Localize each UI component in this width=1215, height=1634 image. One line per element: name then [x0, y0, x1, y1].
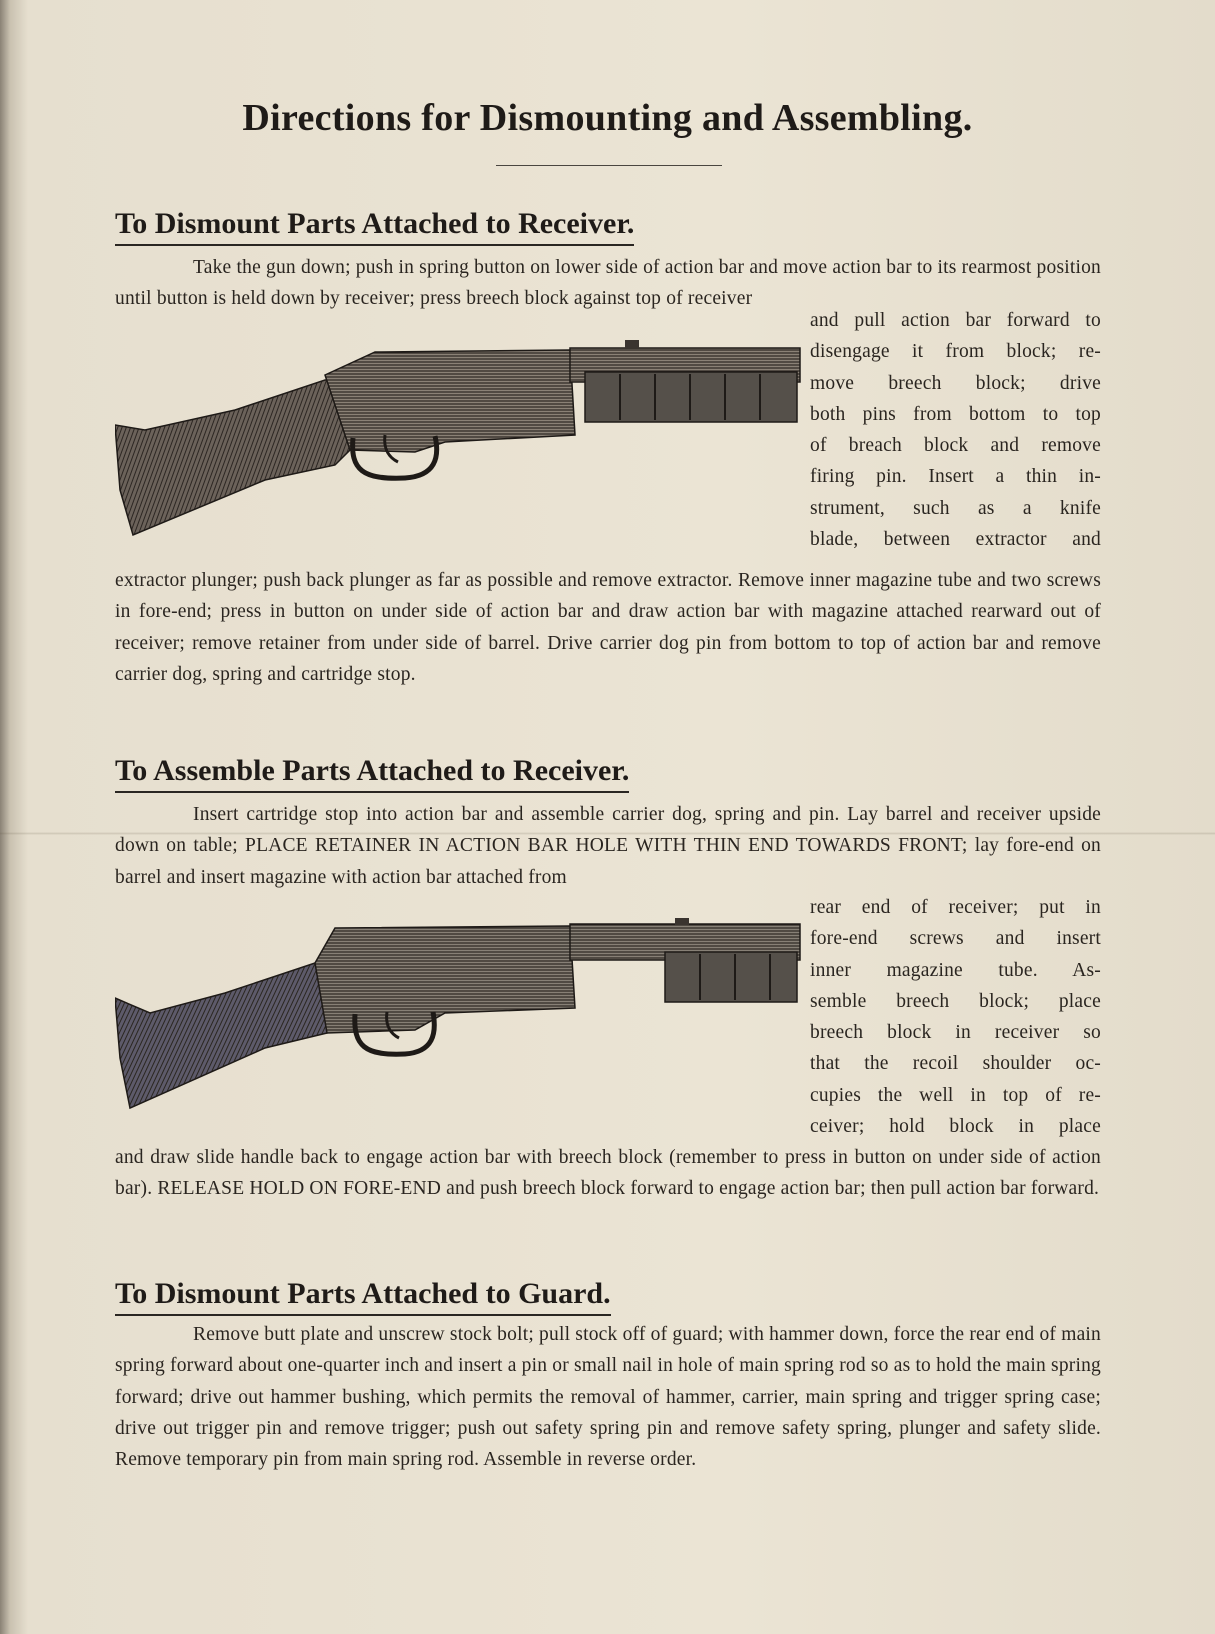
- wrap-line: rear end of receiver; put in: [810, 897, 1101, 918]
- section-heading-dismount-receiver: To Dismount Parts Attached to Receiver.: [115, 207, 634, 246]
- section-heading-assemble-receiver: To Assemble Parts Attached to Receiver.: [115, 754, 629, 793]
- wrap-line: and pull action bar forward to: [810, 310, 1101, 331]
- wrap-line: semble breech block; place: [810, 990, 1101, 1012]
- wrap-line: fore-end screws and insert: [810, 928, 1101, 950]
- section-heading-dismount-guard: To Dismount Parts Attached to Guard.: [115, 1277, 611, 1316]
- wrap-line: breech block in receiver so: [810, 1022, 1101, 1044]
- wrap-line: disengage it from block; re-: [810, 341, 1101, 363]
- wrap-line: firing pin. Insert a thin in-: [810, 466, 1101, 488]
- wrap-line: move breech block; drive: [810, 372, 1101, 394]
- section-3-body: [115, 1319, 1101, 1475]
- section-2-intro: [115, 799, 1101, 893]
- wrap-line: that the recoil shoulder oc-: [810, 1053, 1101, 1075]
- wrap-line: of breach block and remove: [810, 435, 1101, 457]
- wrap-line: cupies the well in top of re-: [810, 1084, 1101, 1106]
- section-2-wrap-column: [810, 892, 1101, 1142]
- rifle-illustration-2: [115, 918, 805, 1118]
- wrap-line: blade, between extractor and: [810, 529, 1101, 551]
- wrap-line: strument, such as a knife: [810, 497, 1101, 519]
- wrap-line: both pins from bottom to top: [810, 403, 1101, 425]
- section-2-intro-text: Insert cartridge stop into action bar and assemble carrier dog, spring and pin. Lay barrel and receiver upside down on table; PLACE RETAINER IN ACTION BAR HOLE WITH THIN END TOWARDS FRONT; lay fore-end on barrel and insert magazine with action bar attached from: [115, 804, 1101, 888]
- wrap-line: ceiver; hold block in place: [810, 1116, 1101, 1138]
- title-divider: [496, 165, 722, 166]
- section-3-body-text: Remove butt plate and unscrew stock bolt; pull stock off of guard; with hammer down, force the rear end of main spring forward about one-quarter inch and insert a pin or small nail in hole of main spring rod so as to hold the main spring forward; drive out hammer bushing, which permits the removal of hammer, carrier, main spring and trigger spring case; drive out trigger pin and remove trigger; push out safety spring pin and remove safety spring, plunger and safety slide. Remove temporary pin from main spring rod. Assemble in reverse order.: [115, 1324, 1101, 1471]
- wrap-line: inner magazine tube. As-: [810, 959, 1101, 981]
- rifle-illustration-1: [115, 340, 805, 540]
- page-title: Directions for Dismounting and Assembling.: [242, 97, 973, 139]
- section-1-outro: extractor plunger; push back plunger as far as possible and remove extractor. Remove inner magazine tube and two screws in fore-end; press in button on under side of action bar and draw action bar with magazine attached rearward out of receiver; remove retainer from under side of barrel. Drive carrier dog pin from bottom to top of action bar and remove carrier dog, spring and cartridge stop.: [115, 570, 1101, 685]
- section-1-wrap-column: [810, 305, 1101, 555]
- section-2-outro: and draw slide handle back to engage action bar with breech block (remember to press in button on under side of action bar). RELEASE HOLD ON FORE-END and push breech block forward to engage action bar; then pull action bar forward.: [115, 1147, 1101, 1200]
- section-1-intro-text: Take the gun down; push in spring button on lower side of action bar and move action bar to its rearmost position until button is held down by receiver; press breech block against top of receiver: [115, 257, 1101, 310]
